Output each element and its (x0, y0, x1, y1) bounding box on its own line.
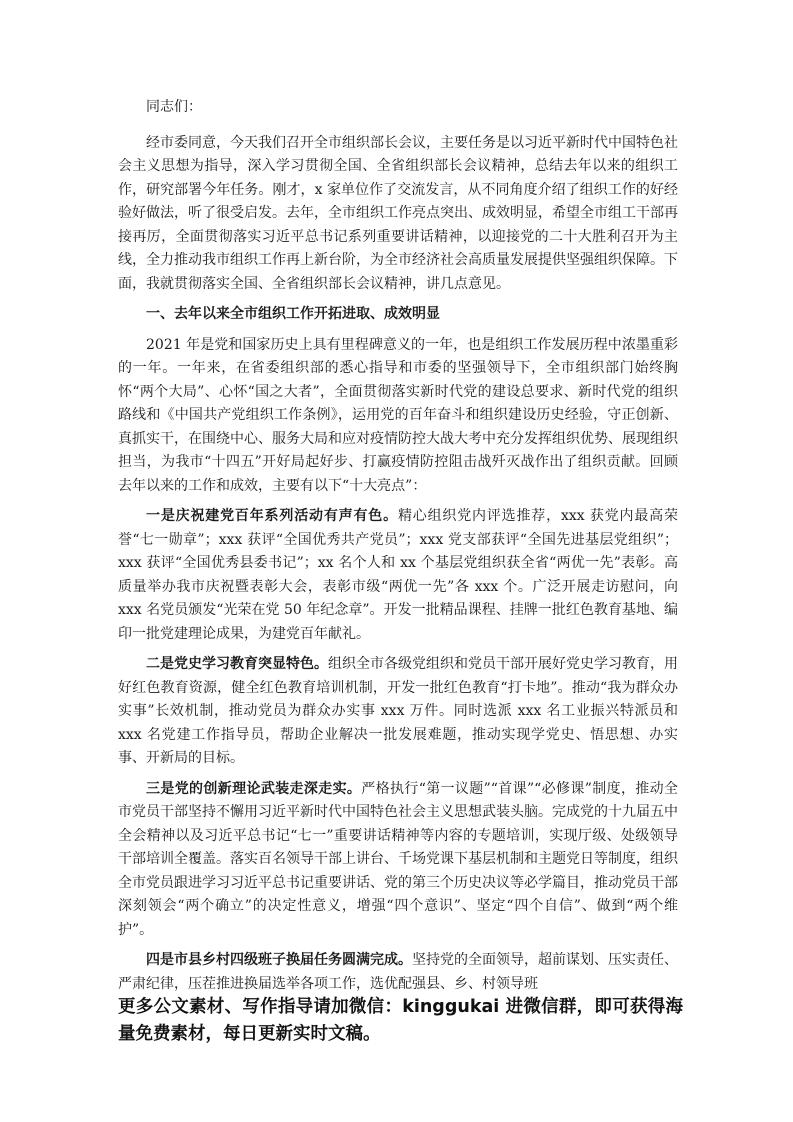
promo-banner: 更多公文素材、写作指导请加微信：kinggukai 进微信群，即可获得海量免费素材，每日更新实时文稿。 (118, 997, 683, 1044)
highlight-text: 精心组织党内评选推荐，xxx 获党内最高荣誉“七一勋章”；xxx 获评“全国优秀共产党员”；xxx 党支部获评“全国先进基层党组织”；xxx 获评“全国优秀县委书记”；xx 名个人和 xx 个基层党组织获全省“两优一先”表彰。高质量举办我市庆祝暨表彰大会，表彰市级“两优一先”各 xxx 个。广泛开展走访慰问，向 xxx 名党员颁发“光荣在党 50 年纪念章”。开发一批精品课程、挂牌一批红色教育基地、编印一批党建理论成果，为建党百年献礼。 (118, 508, 679, 642)
highlight-paragraph-2 (118, 653, 678, 771)
highlight-paragraph-4 (118, 949, 678, 996)
document-body (118, 96, 678, 1003)
highlight-lead: 三是党的创新理论武装走深走实。 (146, 780, 362, 797)
highlight-lead: 四是市县乡村四级班子换届任务圆满完成。 (146, 952, 412, 968)
highlight-paragraph-1 (118, 505, 678, 646)
highlight-text: 严格执行“第一议题”“首课”“必修课”制度，推动全市党员干部坚持不懈用习近平新时代中国特色社会主义思想武装头脑。完成党的十九届五中全会精神以及习近平总书记“七一”重要讲话精神等内容的专题培训，实现厅级、处级领导干部培训全覆盖。落实百名领导干部上讲台、千场党课下基层机制和主题党日等制度，组织全市党员跟进学习习近平总书记重要讲话、党的第三个历史决议等必学篇目，推动党员干部深刻领会“两个确立”的决定性意义，增强“四个意识”、坚定“四个自信”、做到“两个维护”。 (118, 780, 678, 938)
section-heading: 一、去年以来全市组织工作开拓进取、成效明显 (146, 306, 440, 322)
highlight-paragraph-3 (118, 778, 678, 943)
highlight-lead: 二是党史学习教育突显特色。 (146, 656, 328, 672)
salutation: 同志们： (146, 99, 202, 115)
highlight-text: 组织全市各级党组织和党员干部开展好党史学习教育，用好红色教育资源，健全红色教育培训机制，开发一批红色教育“打卡地”。推动“我为群众办实事”长效机制，推动党员为群众办实事 xxx 万件。同时选派 xxx 名工业振兴特派员和 xxx 名党建工作指导员，帮助企业解决一批发展难题，推动实现学党史、悟思想、办实事、开新局的目标。 (118, 656, 678, 766)
highlight-text: 坚持党的全面领导，超前谋划、压实责任、严肃纪律，压茬推进换届选举各项工作，选优配强县、乡、村领导班 (118, 952, 678, 992)
highlight-lead: 一是庆祝建党百年系列活动有声有色。 (146, 508, 398, 524)
section-intro-paragraph: 2021 年是党和国家历史上具有里程碑意义的一年，也是组织工作发展历程中浓墨重彩的一年。一年来，在省委组织部的悉心指导和市委的坚强领导下，全市组织部门始终胸怀“两个大局”、心怀“国之大者”，全面贯彻落实新时代党的建设总要求、新时代党的组织路线和《中国共产党组织工作条例》，运用党的百年奋斗和组织建设历史经验，守正创新、真抓实干，在围绕中心、服务大局和应对疫情防控大战大考中充分发挥组织优势、展现组织担当，为我市“十四五”开好局起好步、打赢疫情防控阻击战歼灭战作出了组织贡献。回顾去年以来的工作和成效，主要有以下“十大亮点”： (118, 336, 678, 494)
intro-paragraph: 经市委同意，今天我们召开全市组织部长会议，主要任务是以习近平新时代中国特色社会主义思想为指导，深入学习贯彻全国、全省组织部长会议精神，总结去年以来的组织工作，研究部署今年任务。刚才，x 家单位作了交流发言，从不同角度介绍了组织工作的好经验好做法，听了很受启发。去年，全市组织工作亮点突出、成效明显，希望全市组工干部再接再厉，全面贯彻落实习近平总书记系列重要讲话精神，以迎接党的二十大胜利召开为主线，全力推动我市组织工作再上新台阶，为全市经济社会高质量发展提供坚强组织保障。下面，我就贯彻落实全国、全省组织部长会议精神，讲几点意见。 (118, 134, 678, 292)
